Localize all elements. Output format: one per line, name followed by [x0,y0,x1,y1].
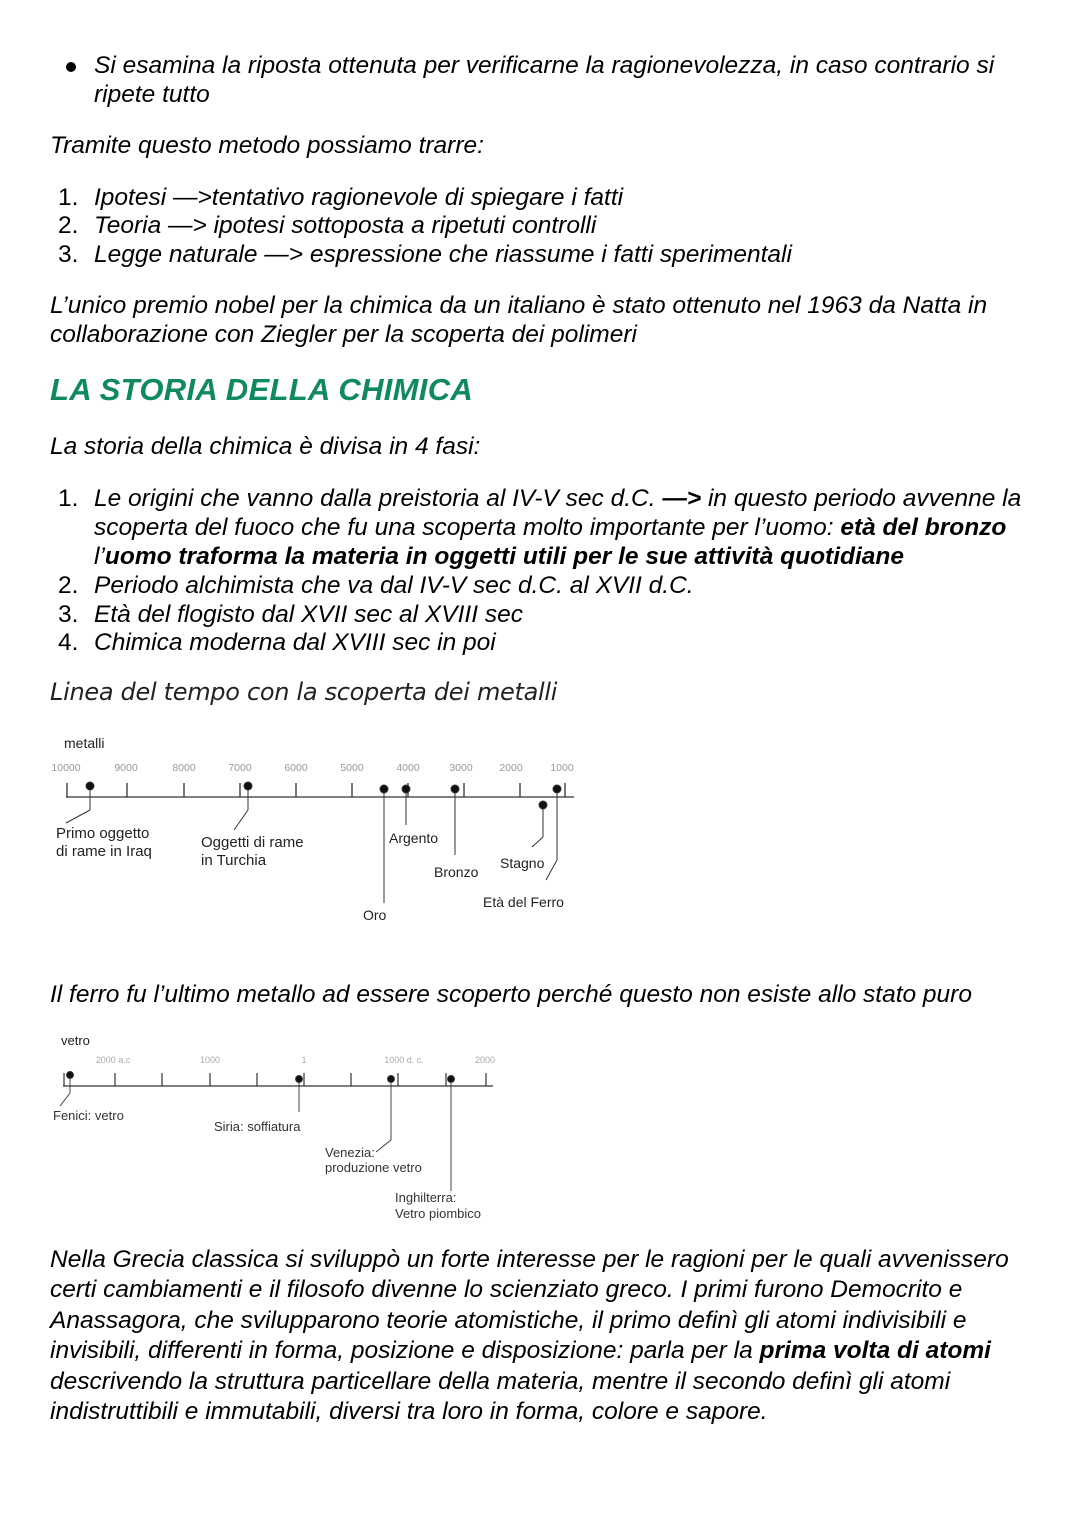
greece-bold: prima volta di atomi [759,1337,991,1365]
event-dot [448,1076,455,1083]
label-england-2: Vetro piombico [395,1206,481,1221]
label-venice-2: produzione vetro [325,1160,422,1175]
method-intro: Tramite questo metodo possiamo trarre: [50,132,484,159]
event-dot [67,1072,74,1079]
tick-label: 9000 [114,762,138,774]
bullet-item [58,51,1038,109]
list-item [58,183,1038,212]
tick-label: 8000 [172,762,196,774]
list-text: Ipotesi —>tentativo ragionevole di spiegare i fatti [94,184,624,211]
label-copper-iraq-1: Primo oggetto [56,825,150,842]
list-item [58,211,1038,240]
greece-text-a: Nella Grecia classica si sviluppò un forte interesse per le ragioni per le quali avvenissero certi cambiamenti e il filosofo divenne lo scienziato greco. I primi furono Democrito e Anassagora, che svilupparono teorie atomistiche, il primo definì gli atomi indivisibili e invisibili, differenti in forma, posizione e disposizione: parla per la [50,1246,1009,1365]
tick-label: 5000 [340,762,364,774]
metals-title: metalli [64,735,105,751]
bullet-dot [66,62,76,72]
tick-label: 4000 [396,762,420,774]
list-number: 2. [58,212,79,239]
label-copper-iraq-2: di rame in Iraq [56,843,152,860]
event-dot [539,801,547,809]
list-number: 2. [58,572,79,599]
greece-paragraph [50,1245,1040,1427]
label-syria: Siria: soffiatura [214,1119,301,1134]
metals-timeline [0,725,600,935]
list-item [58,600,1038,629]
axis-ticks [67,783,565,797]
axis-ticks [64,1073,486,1086]
phases-intro: La storia della chimica è divisa in 4 fasi: [50,433,481,460]
timeline-caption: Linea del tempo con la scoperta dei metalli [50,678,558,706]
tick-label: 7000 [228,762,252,774]
event-dot [244,782,252,790]
metal-labels [56,825,564,923]
label-iron-age: Età del Ferro [483,894,564,910]
label-copper-turkey-1: Oggetti di rame [201,834,304,851]
leader-line [532,837,543,847]
event-dot [86,782,94,790]
list-number: 4. [58,629,79,656]
label-venice-1: Venezia: [325,1145,375,1160]
list-text: Età del flogisto dal XVII sec al XVIII sec [94,601,523,628]
event-dot [402,785,410,793]
leader-line [376,1140,391,1152]
leader-line [66,810,90,823]
phase1-text-c: l’ [94,543,105,570]
label-bronze: Bronzo [434,864,479,880]
list-item [58,240,1038,269]
list-text: Legge naturale —> espressione che riassume i fatti sperimentali [94,241,792,268]
glass-title: vetro [61,1033,90,1048]
phase1-bold-b: uomo traforma la materia in oggetti utili per le sue attività quotidiane [104,543,904,570]
tick-label: 2000 a.c [95,1055,131,1065]
list-number: 1. [58,184,79,211]
phase1-text-a: Le origini che vanno dalla preistoria al IV-V sec d.C. [94,485,663,512]
bullet-text: Si esamina la riposta ottenuta per verificarne la ragionevolezza, in caso contrario si ripete tutto [94,52,995,108]
list-number: 1. [58,485,79,512]
tick-label: 1000 [199,1055,221,1065]
nobel-paragraph: L’unico premio nobel per la chimica da un italiano è stato ottenuto nel 1963 da Natta in collaborazione con Ziegler per la scoperta dei polimeri [50,292,988,348]
glass-timeline [0,1028,520,1228]
greece-text-b: descrivendo la struttura particellare della materia, mentre il secondo definì gli atomi indistruttibili e immutabili, diversi tra loro in forma, colore e sapore. [50,1367,951,1426]
label-england-1: Inghilterra: [395,1190,457,1205]
leader-line [234,810,248,830]
list-text: Chimica moderna dal XVIII sec in poi [94,629,496,656]
label-silver: Argento [389,830,439,846]
event-dot [296,1076,303,1083]
iron-sentence: Il ferro fu l’ultimo metallo ad essere scoperto perché questo non esiste allo stato puro [50,981,972,1008]
event-dot [553,785,561,793]
phase1-arrow: —> [662,485,702,512]
event-dot [451,785,459,793]
list-item [58,571,1038,600]
label-phoenicians: Fenici: vetro [53,1108,124,1123]
glass-ticks [96,1055,495,1065]
list-item [58,628,1038,657]
list-item [58,484,1038,571]
leader-line [60,1093,70,1106]
list-text [94,484,1038,571]
metals-ticks [51,762,573,774]
list-number: 3. [58,601,79,628]
phase1-bold-a: età del bronzo [840,514,1007,541]
tick-label: 10000 [51,762,81,774]
tick-label: 3000 [449,762,473,774]
leader-line [546,860,557,880]
tick-label: 2000 [499,762,523,774]
label-gold: Oro [363,907,387,923]
phase1-text-b: in questo periodo avvenne la scoperta del fuoco che fu una scoperta molto importante per l’uomo: [94,485,1022,541]
tick-label: 1000 d. c. [384,1055,424,1065]
list-number: 3. [58,241,79,268]
event-dot [380,785,388,793]
glass-labels [53,1108,481,1221]
event-dot [388,1076,395,1083]
label-tin: Stagno [500,855,545,871]
tick-label: 2000 [474,1055,496,1065]
tick-label: 1 [301,1055,307,1065]
tick-label: 6000 [284,762,308,774]
list-text: Periodo alchimista che va dal IV-V sec d.C. al XVII d.C. [94,572,694,599]
section-title: LA STORIA DELLA CHIMICA [50,372,474,407]
tick-label: 1000 [550,762,574,774]
list-text: Teoria —> ipotesi sottoposta a ripetuti controlli [94,212,597,239]
label-copper-turkey-2: in Turchia [201,852,267,869]
